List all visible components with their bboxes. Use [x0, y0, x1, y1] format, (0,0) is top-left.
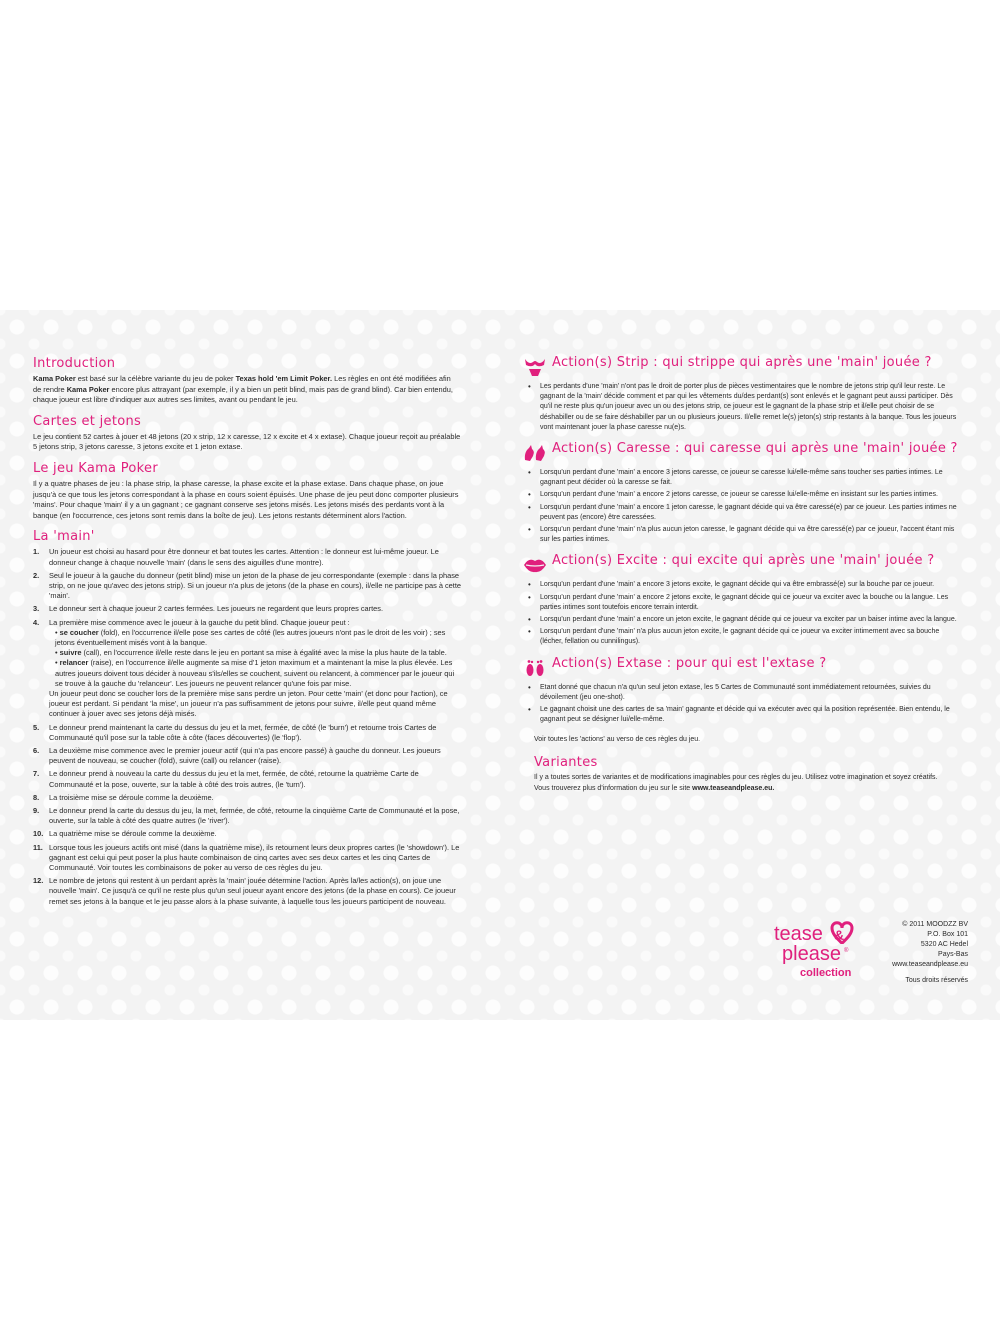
- extase-heading: Action(s) Extase : pour qui est l'extase ?: [552, 655, 827, 671]
- option-note: Un joueur peut donc se coucher lors de la première mise sans perdre un jeton. Pour cette 'main' (et donc pour l'action), ce joueur est perdant. Si pendant 'la mise', un joueur n'a pas suffisamment de jetons pour suivre, il/elle peut quand même continuer à jouer avec ses jetons déjà misés.: [49, 688, 448, 719]
- list-item: • Lorsqu'un perdant d'une 'main' a encore un jeton excite, le gagnant décide qui ce joueur va exciter par un baiser intime avec la langue.: [540, 615, 964, 625]
- step-10: 10. La quatrième mise se déroule comme la deuxième.: [33, 829, 217, 839]
- caresse-section: [522, 442, 964, 545]
- list-item: • Lorsqu'un perdant d'une 'main' n'a plus aucun jeton caresse, le gagnant décide qui va être caressé(e) par ce joueur, l'accent étant mis sur les parties intimes.: [540, 525, 964, 545]
- variantes-text: Il y a toutes sortes de variantes et de modifications imaginables pour ces règles du jeu. Utilisez votre imagination et soyez créatifs. Vous trouverez plus d'information du jeu sur le site www.teaseandplease.eu.: [534, 774, 938, 792]
- intro-text: Kama Poker est basé sur la célèbre variante du jeu de poker Texas hold 'em Limit Poker. Les règles en ont été modifiées afin de rendre Kama Poker encore plus attrayant (par exemple, il y a bien un petit blind, mais pas de grand blind). Car bien entendu, chaque joueur est libre d'indiquer aux autres ses limites, avant ou pendant le jeu.: [33, 374, 453, 405]
- option-fold: • se coucher (fold), en l'occurrence il/elle pose ses cartes de côté (les autres joueurs n'ont pas le droit de les voir) ; ses jetons éventuellement misés vont à la banque.: [55, 627, 446, 647]
- left-column: [33, 356, 461, 910]
- extase-list: [522, 683, 964, 726]
- lips-icon: [522, 554, 548, 576]
- variantes-heading: Variantes: [534, 755, 598, 771]
- list-item: • Lorsqu'un perdant d'une 'main' a encore 2 jetons caresse, ce joueur se caresse lui/elle-même en insistant sur les parties intimes.: [540, 490, 964, 500]
- option-call: • suivre (call), en l'occurrence il/elle reste dans le jeu en portant sa mise à égalité avec la mise la plus haute de la table.: [55, 648, 447, 658]
- feet-icon: [522, 657, 548, 679]
- step-7: 7. Le donneur prend à nouveau la carte du dessus du jeu et la met, fermée, de côté, retourne la quatrième Carte de Communauté et la pose, ouverte, sur la table à côté des trois autres, (le 'turn').: [33, 769, 419, 789]
- option-raise: • relancer (raise), en l'occurrence il/elle augmente sa mise d'1 jeton maximum et a maintenant la mise la plus élevée. Les autres joueurs doivent tous décider à nouveau s'ils/elles se couchent, suivent ou relancent, à commencer par le joueur qui se trouve à la gauche du 'relanceur'. Les joueurs ne peuvent relancer qu'une fois par mise.: [55, 658, 455, 688]
- rights-reserved: Tous droits réservés: [905, 977, 968, 984]
- copyright-line: Pays-Bas: [938, 951, 968, 958]
- bikini-icon: [522, 356, 548, 378]
- tease-and-please-logo: [772, 918, 862, 984]
- step-9: 9. Le donneur prend la carte du dessus du jeu, la met, fermée, de côté, retourne la cinquième Carte de Communauté et la pose, ouverte, sur la table à côté des quatre autres (le 'river').: [33, 806, 460, 826]
- list-item: • Lorsqu'un perdant d'une 'main' a encore 1 jeton caresse, le gagnant décide qui va être caressé(e) par ce joueur. Les parties intimes ne peuvent pas (encore) être caressées.: [540, 503, 964, 523]
- copyright-block: [880, 920, 968, 986]
- step-11: 11. Lorsque tous les joueurs actifs ont misé (dans la quatrième mise), ils retournent leurs deux propres cartes (le 'showdown'). Le gagnant est celui qui peut poser la plus haute combinaison de cinq cartes avec ses deux cartes et les cinq Cartes de Communauté. Voir toutes les combinaisons de poker au verso de ces règles du jeu.: [33, 842, 460, 873]
- hand-heading: La 'main': [33, 529, 95, 545]
- list-item: • Etant donné que chacun n'a qu'un seul jeton extase, les 5 Cartes de Communauté sont immédiatement retournées, suivies du dévoilement (jeu one-shot).: [540, 683, 964, 703]
- strip-heading: Action(s) Strip : qui strippe qui après une 'main' jouée ?: [552, 355, 932, 370]
- copyright-line: 5320 AC Hedel: [920, 941, 968, 948]
- extase-section: [522, 657, 964, 746]
- step-2: 2. Seul le joueur à la gauche du donneur (petit blind) mise un jeton de la phase de jeu correspondante (exemple : dans la phase strip, on ne joue qu'avec des jetons strip). Si un joueur n'a plus de jetons (de la phase en cours), il/elle ne participe pas à cette 'main'.: [33, 570, 462, 601]
- caresse-list: [522, 468, 964, 545]
- step-3: 3. Le donneur sert à chaque joueur 2 cartes fermées. Les joueurs ne regardent que leurs propres cartes.: [33, 604, 384, 614]
- step-8: 8. La troisième mise se déroule comme la deuxième.: [33, 792, 214, 802]
- excite-heading: Action(s) Excite : qui excite qui après une 'main' jouée ?: [552, 553, 935, 569]
- extase-note: Voir toutes les 'actions' au verso de ces règles du jeu.: [534, 736, 701, 744]
- copyright-line: www.teaseandplease.eu: [892, 961, 968, 968]
- cards-text: Le jeu contient 52 cartes à jouer et 48 jetons (20 x strip, 12 x caresse, 12 x excite et 4 x extase). Chaque joueur reçoit au préalable 5 jetons strip, 3 jetons caresse, 3 jetons excite et 1 jeton extase.: [33, 431, 461, 452]
- list-item: • Le gagnant choisit une des cartes de sa 'main' gagnante et décide qui va exécuter avec qui la position représentée. Bien entendu, le gagnant peut se désigner lui/elle-même.: [540, 705, 964, 725]
- list-item: • Lorsqu'un perdant d'une 'main' n'a plus aucun jeton excite, le gagnant décide qui ce joueur va exciter intimement avec sa bouche (lécher, fellation ou cunnilingus).: [540, 627, 964, 647]
- game-text: Il y a quatre phases de jeu : la phase strip, la phase caresse, la phase excite et la phase extase. Dans chaque phase, on joue jusqu'à ce que tous les jetons correspondant à la phase en cours soient épuisés. Une phase de jeu peut donc comporter plusieurs 'mains'. Pour chaque 'main' il y a un gagnant ; ce gagnant conserve ses jetons misés. Les jetons misés des perdants vont à la banque (en l'occurrence, ces jetons sont remis dans la boîte de jeu). Les jetons restants déterminent alors l'action.: [33, 478, 459, 520]
- cards-heading: Cartes et jetons: [33, 413, 142, 429]
- rules-sheet: [0, 310, 1000, 1020]
- excite-section: [522, 554, 964, 647]
- step-6: 6. La deuxième mise commence avec le premier joueur actif (qui n'a pas encore passé) à gauche du donneur. Les joueurs peuvent de nouveau, se coucher (fold), suivre (call) ou relancer (raise).: [33, 746, 441, 766]
- intro-heading: Introduction: [33, 356, 116, 371]
- logo-ampersand: &: [834, 927, 845, 943]
- step-12: 12. Le nombre de jetons qui restent à un perdant après la 'main' jouée détermine l'action. Après la/les action(s), on joue une nouvelle 'main'. Ce jusqu'à ce qu'il ne reste plus qu'un seul joueur ayant encore des jetons (de la phase en cours). Ce joueur remet ses jetons à la banque et le jeu passe alors à la phase suivante, à laquelle tous les joueurs participent de nouveau.: [33, 876, 456, 906]
- list-item: • Lorsqu'un perdant d'une 'main' a encore 3 jetons caresse, ce joueur se caresse lui/elle-même sans toucher ses parties intimes. Le gagnant peut décider où la caresse se fait.: [540, 468, 964, 488]
- variantes-section: [534, 755, 964, 794]
- hand-steps: [33, 547, 461, 907]
- excite-list: [522, 580, 964, 647]
- logo-word-tease: tease: [774, 923, 823, 945]
- step-5: 5. Le donneur prend maintenant la carte du dessus du jeu et la met, fermée, de côté (le 'burn') et retourne trois Cartes de Communauté qu'il pose sur la table côte à côte (faces découvertes) (le 'flop').: [33, 722, 437, 742]
- list-item: • Les perdants d'une 'main' n'ont pas le droit de porter plus de pièces vestimentaires que le nombre de jetons strip qu'il leur reste. Le gagnant de la 'main' décide comment et par qui les vêtements du/des perdant(s) sont enlevés et le gagnant peut aussi participer. Dès qu'il ne reste plus qu'un joueur avec un ou des jetons strip, ce joueur est le gagnant de la phase strip et il/elle peut choisir de se déshabiller ou de se faire déshabiller par un ou plusieurs joueurs. Il/elle remet le(s) jeton(s) strip restants à la banque. Tous les joueurs vont maintenant jouer la phase caresse nu(e)s.: [540, 382, 964, 433]
- game-heading: Le jeu Kama Poker: [33, 460, 158, 476]
- strip-section: [522, 356, 964, 433]
- logo-word-please: please: [782, 943, 841, 965]
- logo-registered: ®: [844, 948, 849, 954]
- strip-list: [522, 382, 964, 433]
- caresse-heading: Action(s) Caresse : qui caresse qui après une 'main' jouée ?: [552, 441, 958, 457]
- list-item: • Lorsqu'un perdant d'une 'main' a encore 3 jetons excite, le gagnant décide qui va être embrassé(e) sur la bouche par ce joueur.: [540, 580, 964, 590]
- list-item: • Lorsqu'un perdant d'une 'main' a encore 2 jetons excite, le gagnant décide qui ce joueur va exciter avec la bouche ou la langue. Les parties intimes sont toutefois encore terrain interdit.: [540, 593, 964, 613]
- copyright-line: © 2011 MOODZZ BV: [902, 921, 968, 928]
- logo-word-collection: collection: [800, 967, 852, 979]
- copyright-line: P.O. Box 101: [927, 931, 968, 938]
- hands-icon: [522, 442, 548, 464]
- step-1: 1. Un joueur est choisi au hasard pour être donneur et bat toutes les cartes. Attention : le donneur est lui-même joueur. Le donneur change à chaque nouvelle 'main' (dans le sens des aiguilles d'une montre).: [33, 547, 439, 567]
- right-column: [522, 356, 964, 794]
- step-4: 4. La première mise commence avec le joueur à la gauche du petit blind. Chaque joueur peut : • se coucher (fold), en l'occurrence il/elle pose ses cartes de côté (les autres joueurs n'ont pas le droit de les voir) ; ses jetons éventuellement misés vont à la banque. • suivre (call), en l'occurrence il/elle reste dans le jeu en portant sa mise à égalité avec la mise la plus haute de la table. • relancer (raise), en l'occurrence il/elle augmente sa mise d'1 jeton maximum et a maintenant la mise la plus élevée. Les autres joueurs doivent tous décider à nouveau s'ils/elles se couchent, suivent ou relancent, à commencer par le joueur qui se trouve à la gauche du 'relanceur'. Les joueurs ne peuvent relancer qu'une fois par mise. Un joueur peut donc se coucher lors de la première mise sans perdre un jeton. Pour cette 'main' (et donc pour l'action), ce joueur est perdant. Si pendant 'la mise', un joueur n'a pas suffisamment de jetons pour suivre, il/elle peut quand même continuer à jouer avec ses jetons déjà misés.: [33, 618, 461, 720]
